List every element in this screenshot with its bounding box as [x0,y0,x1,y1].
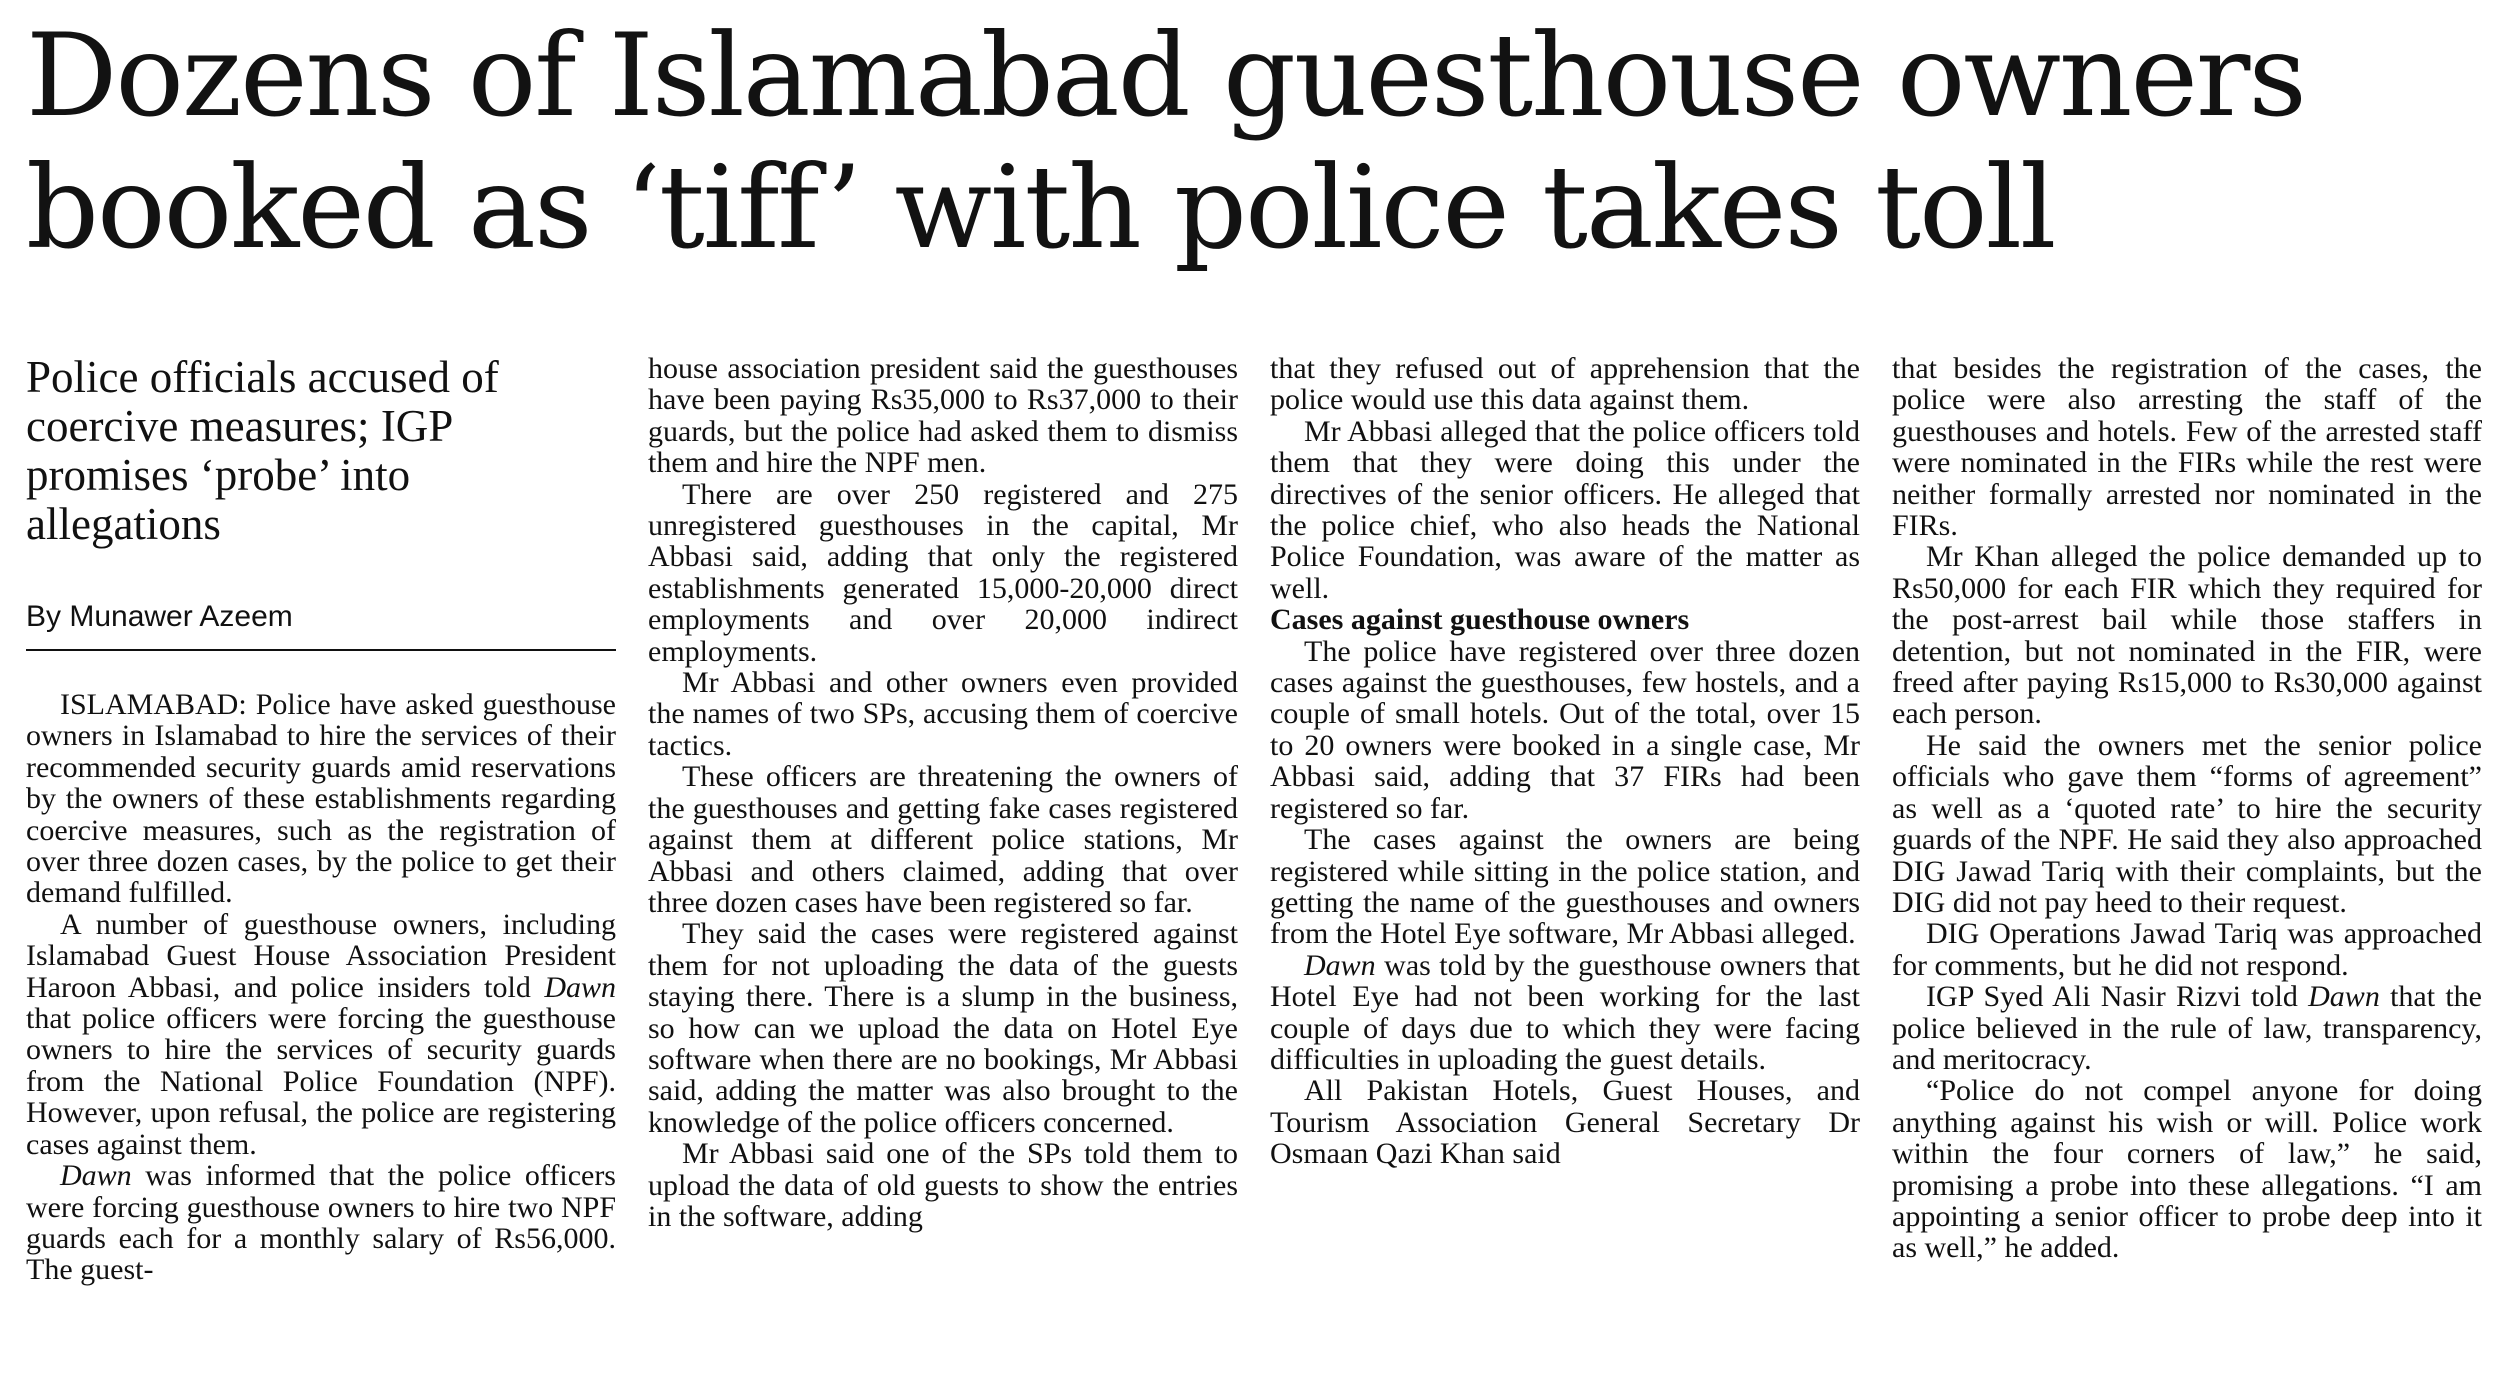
paragraph: DIG Operations Jawad Tariq was approached for comments, but he did not respond. [1892,917,2482,982]
paragraph: Mr Abbasi and other owners even provided the names of two SPs, accusing them of coercive tactics. [648,666,1238,762]
column-4 [1892,353,2482,1264]
column-3 [1270,353,1860,1170]
headline: Dozens of Islamabad guesthouse owners booked as ‘tiff’ with police takes toll [26,9,2305,274]
paragraph: He said the owners met the senior police officials who gave them “forms of agreement” as well as a ‘quoted rate’ to hire the security guards of the NPF. He said they also approached DIG Jawad Tariq with their complaints, but the DIG did not pay heed to their request. [1892,728,2482,919]
publication-name: Dawn [544,970,616,1004]
paragraph: that they refused out of apprehension that the police would use this data against them. [1270,352,1860,417]
paragraph: There are over 250 registered and 275 unregistered guesthouses in the capital, Mr Abbasi said, adding that only the registered establishments generated 15,000-20,000 direct employments and over 20,000 indirect employments. [648,477,1238,668]
column-2 [648,353,1238,1232]
deck: Police officials accused of coercive measures; IGP promises ‘probe’ into allegations [26,352,499,549]
column-1 [26,353,616,1286]
publication-name: Dawn [1304,948,1376,982]
publication-name: Dawn [60,1159,132,1193]
paragraph: Mr Khan alleged the police demanded up to Rs50,000 for each FIR which they required for the post-arrest bail while those staffers in detention, but not nominated in the FIR, were freed after paying Rs15,000 to Rs30,000 against each person. [1892,540,2482,731]
paragraph: Dawn was informed that the police officers were forcing guesthouse owners to hire two NPF guards each for a monthly salary of Rs56,000. The guest- [26,1159,616,1287]
byline: By Munawer Azeem [26,599,616,651]
paragraph: Dawn was told by the guesthouse owners that Hotel Eye had not been working for the last couple of days due to which they were facing difficulties in uploading the guest details. [1270,948,1860,1076]
subheading: Cases against guesthouse owners [1270,603,1690,637]
publication-name: Dawn [2308,980,2380,1014]
paragraph: Mr Abbasi said one of the SPs told them to upload the data of old guests to show the entries in the software, adding [648,1137,1238,1233]
paragraph: “Police do not compel anyone for doing anything against his wish or will. Police work within the four corners of law,” he said, promising a probe into these allegations. “I am appointing a senior officer to probe deep into it as well,” he added. [1892,1074,2482,1265]
paragraph: A number of guesthouse owners, including Islamabad Guest House Association President Haroon Abbasi, and police insiders told Dawn that police officers were forcing the guesthouse owners to hire the services of security guards from the National Police Foundation (NPF). However, upon refusal, the police are registering cases against them. [26,907,616,1161]
paragraph: Mr Abbasi alleged that the police officers told them that they were doing this under the directives of the senior officers. He alleged that the police chief, who also heads the National Police Foundation, was aware of the matter as well. [1270,414,1860,605]
paragraph: The police have registered over three dozen cases against the guesthouses, few hostels, and a couple of small hotels. Out of the total, over 15 to 20 owners were booked in a single case, Mr Abbasi said, adding that 37 FIRs had been registered so far. [1270,634,1860,825]
paragraph: house association president said the guesthouses have been paying Rs35,000 to Rs37,000 to their guards, but the police had asked them to dismiss them and hire the NPF men. [648,352,1238,480]
paragraph: These officers are threatening the owners of the guesthouses and getting fake cases registered against them at different police stations, Mr Abbasi and others claimed, adding that over three dozen cases have been registered so far. [648,760,1238,919]
paragraph: They said the cases were registered against them for not uploading the data of the guests staying there. There is a slump in the business, so how can we upload the data on Hotel Eye software when there are no bookings, Mr Abbasi said, adding the matter was also brought to the knowledge of the police officers concerned. [648,917,1238,1139]
paragraph: that besides the registration of the cases, the police were also arresting the staff of the guesthouses and hotels. Few of the arrested staff were nominated in the FIRs while the rest were neither formally arrested nor nominated in the FIRs. [1892,352,2482,543]
paragraph: The cases against the owners are being registered while sitting in the police station, and getting the name of the guesthouses and owners from the Hotel Eye software, Mr Abbasi alleged. [1270,823,1860,951]
paragraph: IGP Syed Ali Nasir Rizvi told Dawn that the police believed in the rule of law, transparency, and meritocracy. [1892,980,2482,1076]
paragraph: All Pakistan Hotels, Guest Houses, and Tourism Association General Secretary Dr Osmaan Qazi Khan said [1270,1074,1860,1171]
paragraph: ISLAMABAD: Police have asked guesthouse owners in Islamabad to hire the services of their recommended security guards amid reservations by the owners of these establishments regarding coercive measures, such as the registration of over three dozen cases, by the police to get their demand fulfilled. [26,688,616,910]
